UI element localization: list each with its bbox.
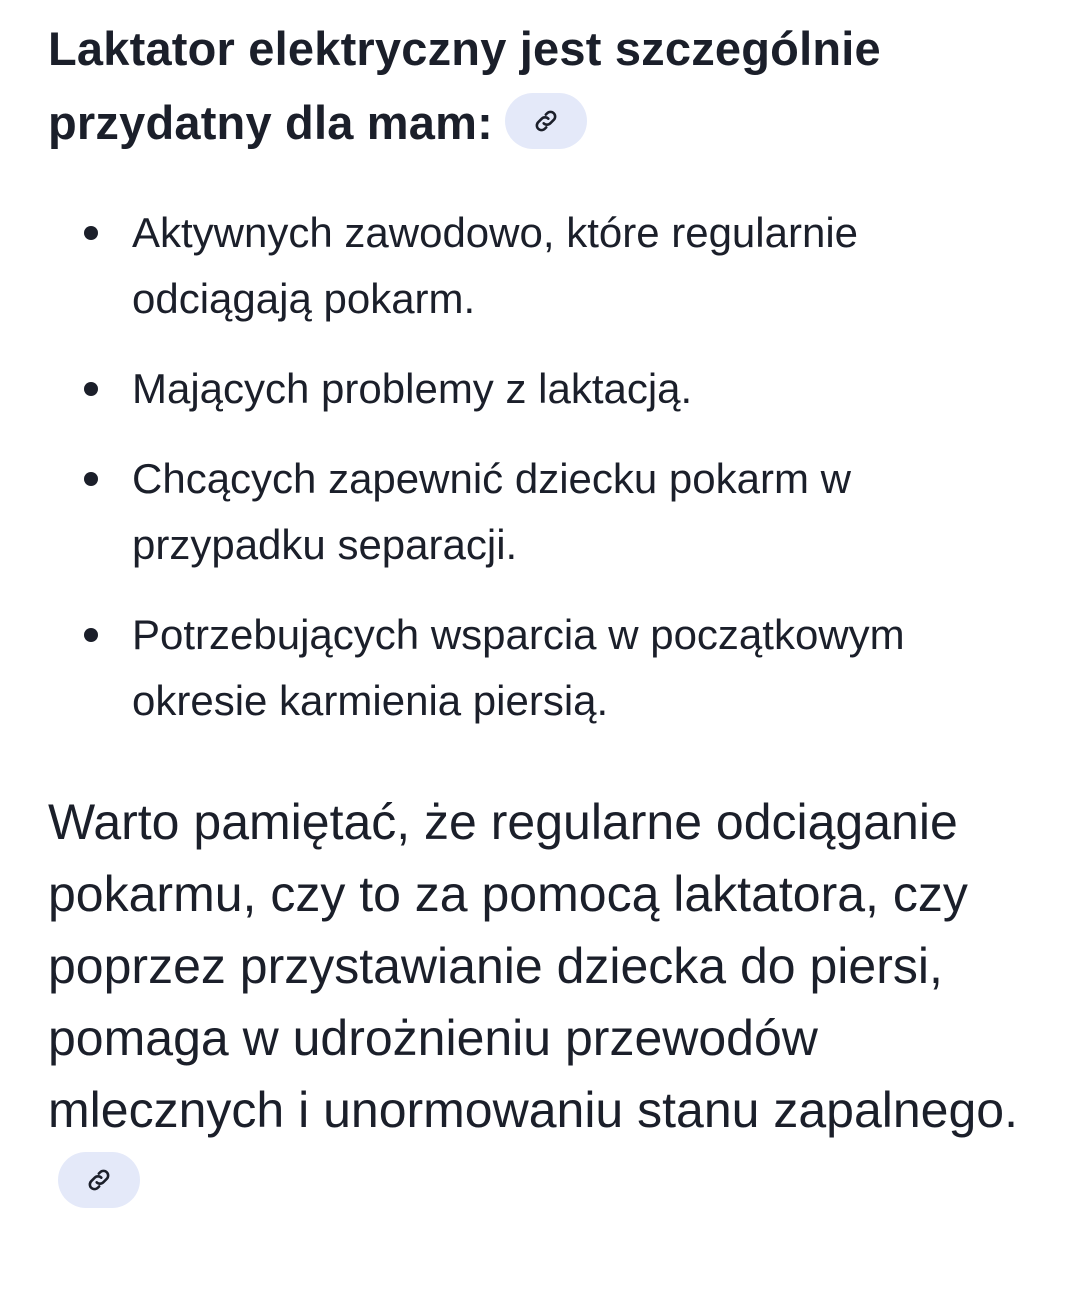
list-item [48, 356, 1028, 422]
heading-text: Laktator elektryczny jest szczególnie przydatny dla mam: [48, 22, 881, 149]
list-item [48, 602, 1028, 734]
summary-paragraph [48, 786, 1028, 1218]
bullet-dot [84, 628, 98, 642]
list-item-text: Aktywnych zawodowo, które regularnie odciągają pokarm. [132, 209, 859, 322]
bullet-dot [84, 382, 98, 396]
link-icon [85, 1166, 113, 1194]
response-content [48, 12, 1028, 1218]
source-link-button[interactable] [505, 93, 587, 149]
list-item [48, 200, 1028, 332]
list-item-text: Mających problemy z laktacją. [132, 365, 693, 412]
bullet-dot [84, 226, 98, 240]
bullet-list [48, 200, 1028, 734]
list-item-text: Potrzebujących wsparcia w początkowym okresie karmienia piersią. [132, 611, 905, 724]
source-link-button[interactable] [58, 1152, 140, 1208]
bullet-dot [84, 472, 98, 486]
section-heading [48, 12, 1028, 160]
paragraph-text: Warto pamiętać, że regularne odciąganie pokarmu, czy to za pomocą laktatora, czy poprzez przystawianie dziecka do piersi, pomaga w udrożnieniu przewodów mlecznych i unormowaniu stanu zapalnego. [48, 794, 1018, 1138]
list-item [48, 446, 1028, 578]
link-icon [532, 107, 560, 135]
list-item-text: Chcących zapewnić dziecku pokarm w przypadku separacji. [132, 455, 851, 568]
